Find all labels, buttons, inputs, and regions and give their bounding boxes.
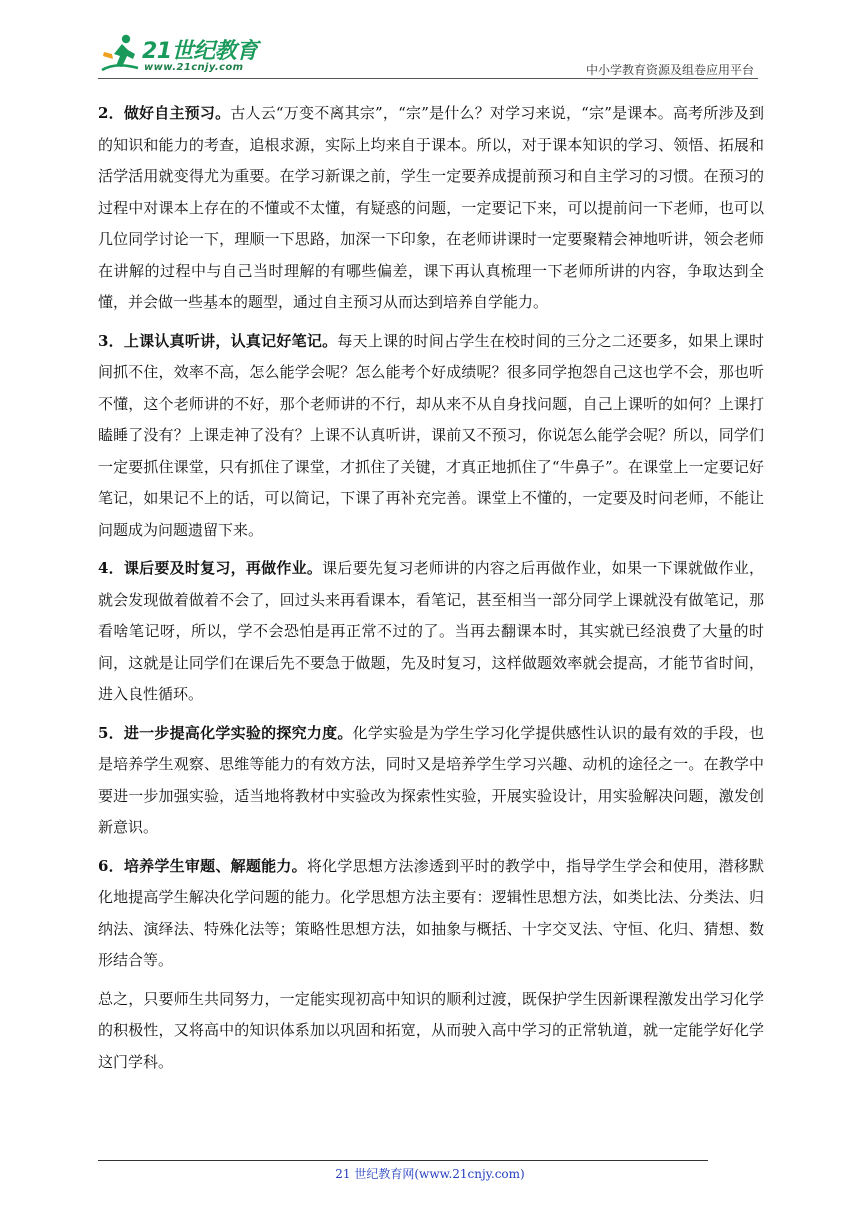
runner-logo-icon xyxy=(100,32,140,74)
paragraph-text: 课后要先复习老师讲的内容之后再做作业，如果一下课就做作业，就会发现做着做着不会了，回过头来再看课本，看笔记，甚至相当一部分同学上课就没有做笔记，那看啥笔记呀，所以，学不会恐怕是再正常不过的了。当再去翻课本时，其实就已经浪费了大量的时间，这就是让同学们在课后先不要急于做题，先及时复习，这样做题效率就会提高，才能节省时间，进入良性循环。 xyxy=(98,559,764,703)
paragraph-heading: 6．培养学生审题、解题能力。 xyxy=(98,856,307,875)
site-logo[interactable] xyxy=(98,30,268,78)
paragraph-text: 将化学思想方法渗透到平时的教学中，指导学生学会和使用，潜移默化地提高学生解决化学问题的能力。化学思想方法主要有：逻辑性思想方法，如类比法、分类法、归纳法、演绎法、特殊化法等；策略性思想方法，如抽象与概括、十字交叉法、守恒、化归、猜想、数形结合等。 xyxy=(98,856,764,969)
paragraph-text: 古人云“万变不离其宗”，“宗”是什么？对学习来说，“宗”是课本。高考所涉及到的知识和能力的考查，追根求源，实际上均来自于课本。所以，对于课本知识的学习、领悟、拓展和活学活用就变得尤为重要。在学习新课之前，学生一定要养成提前预习和自主学习的习惯。在预习的过程中对课本上存在的不懂或不太懂，有疑惑的问题，一定要记下来，可以提前问一下老师，也可以几位同学讨论一下，理顺一下思路，加深一下印象，在老师讲课时一定要聚精会神地听讲，领会老师在讲解的过程中与自己当时理解的有哪些偏差，课下再认真梳理一下老师所讲的内容，争取达到全懂，并会做一些基本的题型，通过自主预习从而达到培养自学能力。 xyxy=(98,104,764,311)
paragraph-2 xyxy=(98,326,764,547)
paragraph-text: 每天上课的时间占学生在校时间的三分之二还要多，如果上课时间抓不住，效率不高，怎么能学会呢？怎么能考个好成绩呢？很多同学抱怨自己这也学不会，那也听不懂，这个老师讲的不好，那个老师讲的不行，却从来不从自身找问题，自己上课听的如何？上课打瞌睡了没有？上课走神了没有？上课不认真听讲，课前又不预习，你说怎么能学会呢？所以，同学们一定要抓住课堂，只有抓住了课堂，才抓住了关键，才真正地抓住了“牛鼻子”。在课堂上一定要记好笔记，如果记不上的话，可以简记，下课了再补充完善。课堂上不懂的，一定要及时问老师，不能让问题成为问题遗留下来。 xyxy=(98,331,764,539)
paragraph-heading: 4．课后要及时复习，再做作业。 xyxy=(98,559,323,577)
paragraph-5 xyxy=(98,851,764,977)
page-header xyxy=(98,30,758,80)
paragraph-1 xyxy=(98,98,764,319)
paragraph-3 xyxy=(98,553,764,711)
paragraph-heading: 2．做好自主预习。 xyxy=(98,104,231,122)
platform-title: 中小学教育资源及组卷应用平台 xyxy=(585,63,754,77)
header-divider xyxy=(98,78,758,79)
paragraph-heading: 3．上课认真听讲，认真记好笔记。 xyxy=(98,331,338,350)
paragraph-text: 化学实验是为学生学习化学提供感性认识的最有效的手段，也是培养学生观察、思维等能力的有效方法，同时又是培养学生学习兴趣、动机的途径之一。在教学中要进一步加强实验，适当地将教材中实验改为探索性实验，开展实验设计，用实验解决问题，激发创新意识。 xyxy=(98,723,764,836)
document-body xyxy=(98,98,764,1085)
paragraph-conclusion xyxy=(98,984,764,1079)
paragraph-heading: 5．进一步提高化学实验的探究力度。 xyxy=(98,723,353,742)
logo-text: 21世纪教育 xyxy=(142,39,258,64)
footer-divider xyxy=(98,1160,708,1161)
logo-url: www.21cnjy.com xyxy=(144,62,244,73)
page-footer[interactable]: 21 世纪教育网(www.21cnjy.com) xyxy=(335,1167,525,1181)
paragraph-4 xyxy=(98,718,764,844)
paragraph-text: 总之，只要师生共同努力，一定能实现初高中知识的顺利过渡，既保护学生因新课程激发出学习化学的积极性，又将高中的知识体系加以巩固和拓宽，从而驶入高中学习的正常轨道，就一定能学好化学这门学科。 xyxy=(98,989,764,1071)
